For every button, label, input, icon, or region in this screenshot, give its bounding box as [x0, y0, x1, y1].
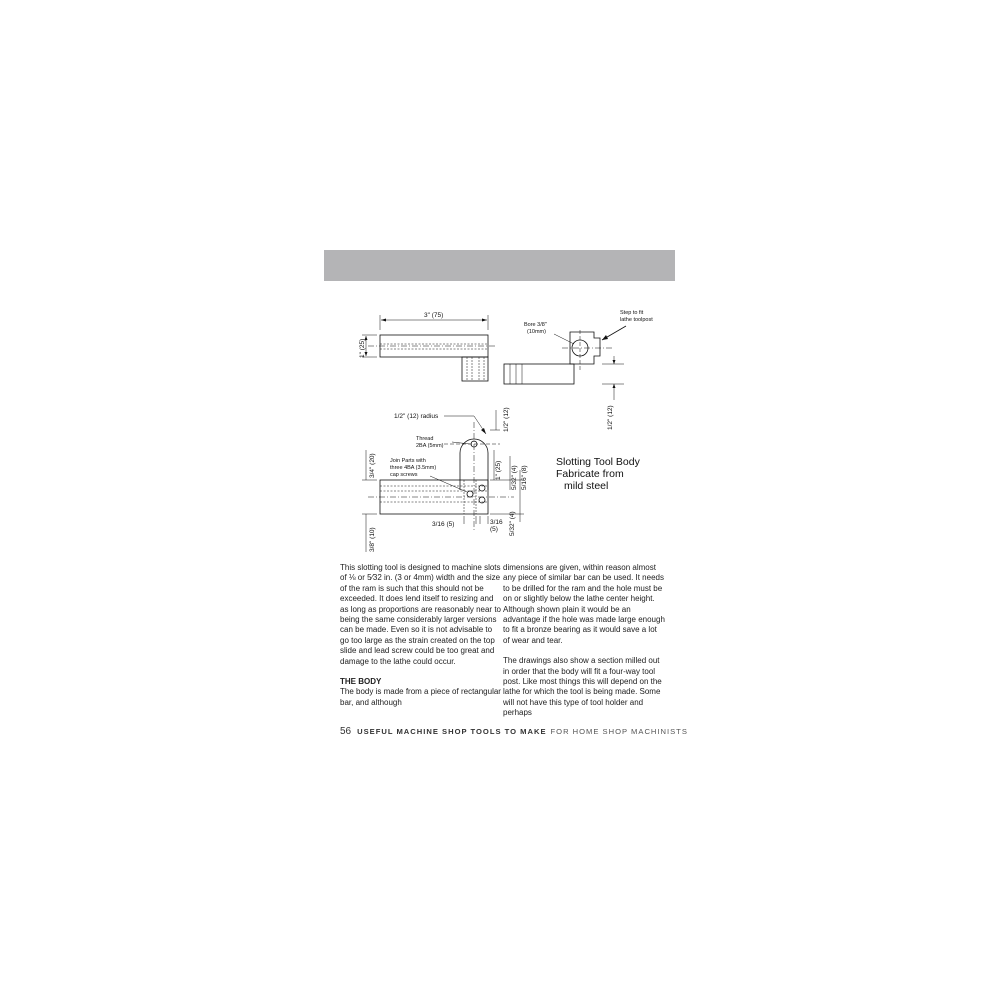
dim-three16-right-mm: (5) — [490, 526, 498, 533]
dim-height-side: 1" (25) — [359, 338, 366, 358]
dim-left-lower: 3/8" (10) — [369, 527, 376, 552]
dim-end-height: 1/2" (12) — [607, 405, 614, 430]
text-column-left — [340, 563, 502, 718]
dim-left-upper: 3/4" (20) — [369, 453, 376, 478]
footer-title-light: FOR HOME SHOP MACHINISTS — [550, 726, 688, 736]
dim-step2: lathe toolpost — [620, 317, 653, 323]
dim-step: Step to fit — [620, 310, 644, 316]
dim-three16-right: 3/16 — [490, 519, 503, 526]
slotting-tool-drawing — [324, 290, 675, 560]
dim-thread: Thread — [416, 436, 434, 442]
dim-join2: three 4BA (3.5mm) — [390, 465, 437, 471]
dim-join3: cap screws — [390, 472, 418, 478]
right-paragraph-1: dimensions are given, within reason almost any piece of similar bar can be used. It needs to be drilled for the ram and the hole must be on or slightly below the lathe center height. Although shown plain it would be an advantage if the hole was made large enough to fit a bronze bearing as it would save a lot of wear and tear. — [503, 563, 665, 645]
dim-bore: Bore 3/8" — [524, 322, 547, 328]
dim-radius: 1/2" (12) radius — [394, 413, 439, 420]
text-column-right — [503, 563, 665, 729]
header-band — [324, 250, 675, 281]
right-paragraph-2: The drawings also show a section milled out in order that the body will fit a four-way tool post. Like most things this will depend on the lathe for which the tool is being made. Some will not have this type of tool holder and perhaps — [503, 656, 662, 718]
dim-five32-lower: 5/32" (4) — [509, 511, 516, 536]
dim-join1: Join Parts with — [390, 458, 426, 464]
dim-three16-left: 3/16 (5) — [432, 521, 455, 528]
end-view-base — [504, 364, 574, 384]
drawing-title-line1: Slotting Tool Body — [556, 456, 640, 468]
dim-one-inch: 1" (25) — [495, 460, 502, 480]
dim-top-half: 1/2" (12) — [503, 407, 510, 432]
dim-five32-upper: 5/32" (4) — [511, 465, 518, 490]
page-number: 56 — [340, 725, 352, 737]
dim-thread2: 2BA (5mm) — [416, 443, 444, 449]
dim-five16: 5/16" (8) — [521, 465, 528, 490]
page-footer — [340, 724, 688, 738]
cap-screw-hole-1 — [467, 491, 473, 497]
drawing-title-line2: Fabricate from — [556, 468, 624, 480]
left-paragraph-2: The body is made from a piece of rectangular bar, and although — [340, 687, 501, 707]
technical-drawing — [324, 290, 675, 560]
dim-bore-mm: (10mm) — [527, 329, 546, 335]
footer-title-bold: USEFUL MACHINE SHOP TOOLS TO MAKE — [357, 726, 547, 736]
left-paragraph-1: This slotting tool is designed to machine slots of ⅛ or 5⁄32 in. (3 or 4mm) width and the size of the ram is such that this should not be exceeded. It does lend itself to resizing and as long as proportions are reasonably near to being the same considerably larger versions can be made. Even so it is not advisable to go too large as the strain created on the top slide and lead screw could be too great and damage to the lathe could occur. — [340, 563, 501, 666]
drawing-title-line3: mild steel — [564, 480, 609, 492]
dim-length-top: 3" (75) — [424, 312, 444, 319]
section-heading: THE BODY — [340, 677, 382, 687]
